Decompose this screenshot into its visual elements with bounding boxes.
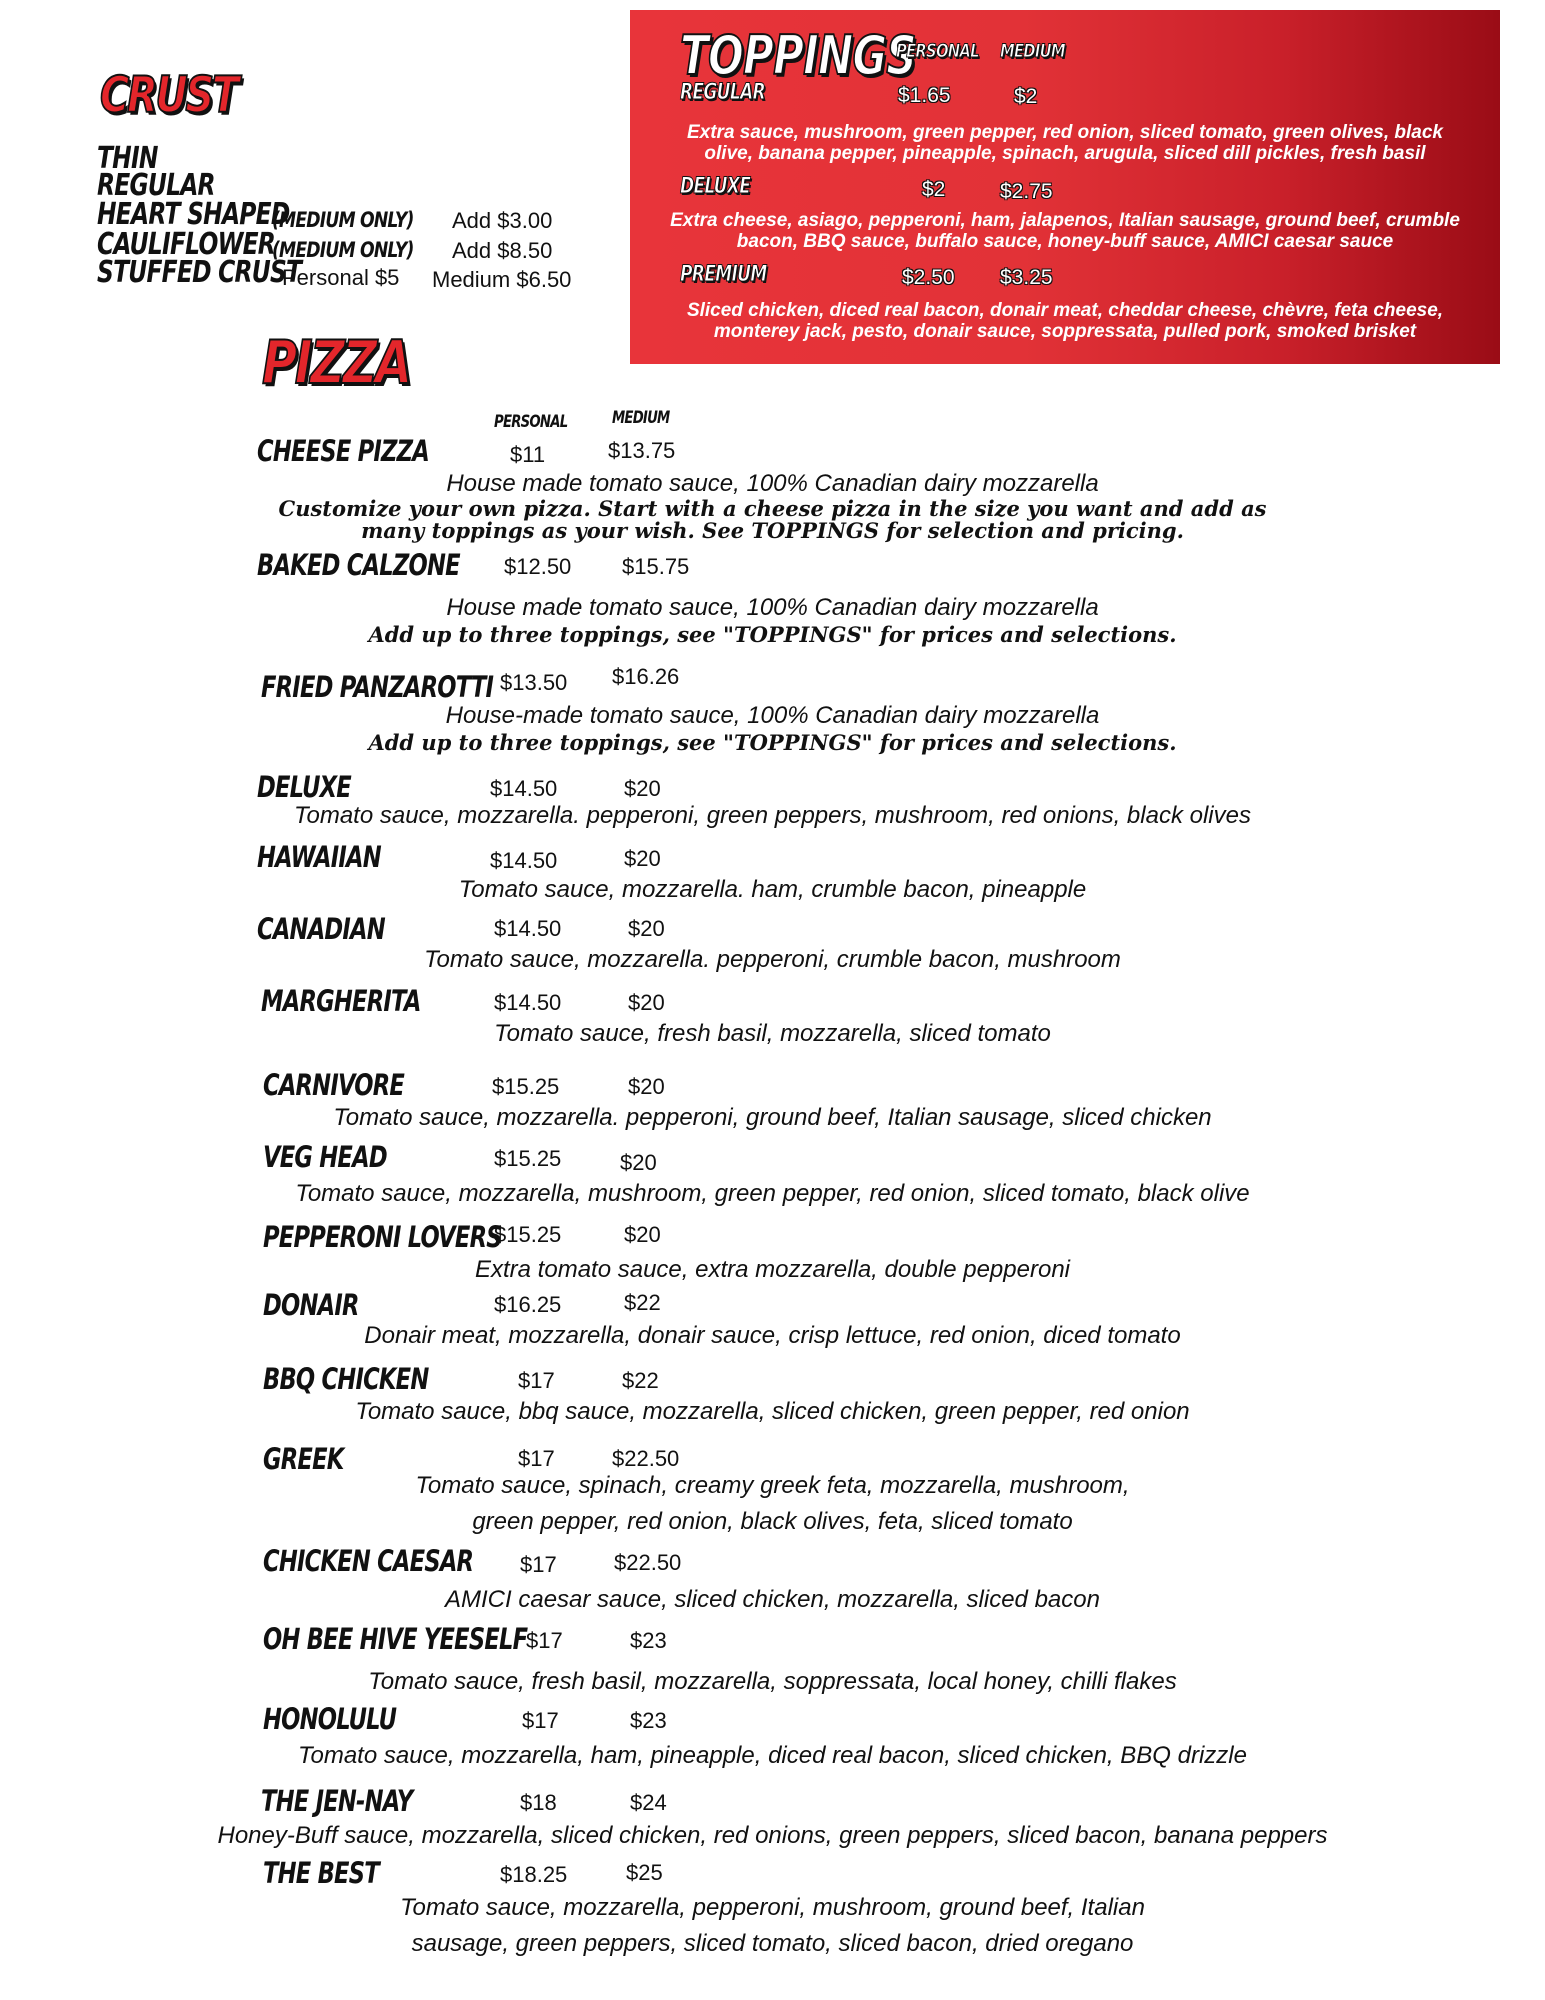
- pizza-price-medium: $22: [624, 1290, 661, 1315]
- crust-item-cauliflower: CAULIFLOWER: [97, 227, 276, 262]
- pizza-description: AMICI caesar sauce, sliced chicken, mozzarella, sliced bacon: [445, 1586, 1100, 1613]
- pizza-description: House made tomato sauce, 100% Canadian dairy mozzarella: [446, 470, 1099, 497]
- pizza-description: Honey-Buff sauce, mozzarella, sliced chicken, red onions, green peppers, sliced bacon, banana peppers: [217, 1822, 1328, 1849]
- crust-heading: CRUST: [100, 66, 237, 124]
- pizza-description: green pepper, red onion, black olives, feta, sliced tomato: [472, 1508, 1073, 1535]
- pizza-col-personal: PERSONAL: [494, 412, 568, 432]
- pizza-name: VEG HEAD: [263, 1140, 387, 1174]
- pizza-description: Tomato sauce, mozzarella, mushroom, green pepper, red onion, sliced tomato, black olive: [295, 1180, 1250, 1207]
- pizza-description: Tomato sauce, bbq sauce, mozzarella, sliced chicken, green pepper, red onion: [355, 1398, 1190, 1425]
- pizza-note: Add up to three toppings, see "TOPPINGS" for prices and selections.: [368, 622, 1177, 647]
- toppings-col-personal: PERSONAL: [896, 40, 979, 62]
- pizza-note: many toppings as your wish. See TOPPINGS for selection and pricing.: [361, 518, 1184, 543]
- pizza-price-medium: $23: [630, 1628, 667, 1653]
- pizza-name: DELUXE: [257, 770, 351, 804]
- pizza-price-medium: $20: [624, 776, 661, 801]
- pizza-price-medium: $20: [624, 1222, 661, 1247]
- toppings-regular-medium: $2: [1014, 85, 1038, 108]
- toppings-regular-desc: olive, banana pepper, pineapple, spinach, arugula, sliced dill pickles, fresh basil: [704, 143, 1426, 164]
- crust-item-heart-shaped: HEART SHAPED: [97, 197, 290, 232]
- toppings-deluxe-desc: Extra cheese, asiago, pepperoni, ham, jalapenos, Italian sausage, ground beef, crumble: [670, 210, 1460, 231]
- pizza-description: House made tomato sauce, 100% Canadian dairy mozzarella: [446, 594, 1099, 621]
- pizza-description: Tomato sauce, mozzarella, pepperoni, mushroom, ground beef, Italian: [400, 1894, 1145, 1921]
- toppings-heading: TOPPINGS: [680, 24, 916, 87]
- pizza-price-personal: $14.50: [490, 776, 558, 801]
- toppings-col-medium: MEDIUM: [1000, 40, 1065, 62]
- pizza-price-medium: $20: [628, 990, 665, 1015]
- pizza-price-medium: $13.75: [608, 438, 676, 463]
- pizza-description: Extra tomato sauce, extra mozzarella, double pepperoni: [475, 1256, 1070, 1283]
- pizza-description: House-made tomato sauce, 100% Canadian dairy mozzarella: [445, 702, 1100, 729]
- pizza-name: CHICKEN CAESAR: [263, 1544, 474, 1578]
- toppings-premium-desc: monterey jack, pesto, donair sauce, soppressata, pulled pork, smoked brisket: [713, 321, 1417, 342]
- pizza-description: Tomato sauce, mozzarella. pepperoni, crumble bacon, mushroom: [424, 946, 1121, 973]
- crust-note-medium-only: (MEDIUM ONLY): [272, 238, 414, 262]
- crust-item-thin: THIN: [97, 141, 158, 176]
- pizza-price-personal: $17: [518, 1368, 555, 1393]
- pizza-name: MARGHERITA: [261, 984, 421, 1018]
- pizza-name: OH BEE HIVE YEESELF: [263, 1622, 528, 1656]
- toppings-tier-premium: PREMIUM: [680, 262, 767, 287]
- pizza-price-medium: $20: [628, 1074, 665, 1099]
- pizza-name: CARNIVORE: [263, 1068, 405, 1102]
- pizza-description: Donair meat, mozzarella, donair sauce, crisp lettuce, red onion, diced tomato: [364, 1322, 1181, 1349]
- pizza-price-medium: $20: [620, 1150, 657, 1175]
- pizza-price-medium: $20: [624, 846, 661, 871]
- toppings-regular-personal: $1.65: [898, 84, 951, 107]
- pizza-name: BBQ CHICKEN: [263, 1362, 429, 1396]
- pizza-name: GREEK: [263, 1442, 344, 1476]
- pizza-name: CANADIAN: [257, 912, 385, 946]
- toppings-tier-regular: REGULAR: [680, 80, 765, 105]
- pizza-price-medium: $22.50: [612, 1446, 680, 1471]
- pizza-name: DONAIR: [263, 1288, 359, 1322]
- pizza-price-medium: $20: [628, 916, 665, 941]
- pizza-price-medium: $16.26: [612, 664, 680, 689]
- pizza-price-personal: $13.50: [500, 670, 568, 695]
- pizza-name: HAWAIIAN: [257, 840, 381, 874]
- pizza-description: Tomato sauce, fresh basil, mozzarella, sliced tomato: [494, 1020, 1051, 1047]
- crust-item-stuffed-crust: STUFFED CRUST: [97, 255, 302, 290]
- pizza-description: Tomato sauce, mozzarella. pepperoni, ground beef, Italian sausage, sliced chicken: [333, 1104, 1212, 1131]
- toppings-regular-desc: Extra sauce, mushroom, green pepper, red onion, sliced tomato, green olives, black: [686, 122, 1443, 143]
- toppings-tier-deluxe: DELUXE: [680, 174, 751, 199]
- pizza-description: Tomato sauce, mozzarella, ham, pineapple, diced real bacon, sliced chicken, BBQ drizzle: [298, 1742, 1247, 1769]
- toppings-panel: [630, 10, 1500, 364]
- pizza-name: PEPPERONI LOVERS: [263, 1220, 502, 1254]
- pizza-price-personal: $18.25: [500, 1862, 568, 1887]
- pizza-price-medium: $22: [622, 1368, 659, 1393]
- pizza-price-medium: $24: [630, 1790, 667, 1815]
- pizza-price-personal: $18: [520, 1790, 557, 1815]
- pizza-price-personal: $17: [520, 1552, 557, 1577]
- pizza-name: HONOLULU: [263, 1702, 397, 1736]
- pizza-name: THE BEST: [263, 1856, 379, 1890]
- toppings-deluxe-desc: bacon, BBQ sauce, buffalo sauce, honey-buff sauce, AMICI caesar sauce: [736, 231, 1394, 252]
- pizza-name: BAKED CALZONE: [257, 548, 460, 582]
- pizza-price-personal: $17: [518, 1446, 555, 1471]
- pizza-description: Tomato sauce, fresh basil, mozzarella, soppressata, local honey, chilli flakes: [368, 1668, 1177, 1695]
- pizza-description: sausage, green peppers, sliced tomato, sliced bacon, dried oregano: [411, 1930, 1134, 1957]
- pizza-price-personal: $11: [510, 442, 546, 467]
- pizza-price-personal: $17: [526, 1628, 563, 1653]
- pizza-description: Tomato sauce, mozzarella. ham, crumble bacon, pineapple: [458, 876, 1087, 903]
- pizza-description: Tomato sauce, mozzarella. pepperoni, green peppers, mushroom, red onions, black olives: [294, 802, 1251, 829]
- toppings-deluxe-medium: $2.75: [1000, 180, 1053, 203]
- pizza-price-personal: $16.25: [494, 1292, 562, 1317]
- pizza-price-personal: $14.50: [490, 848, 558, 873]
- pizza-price-medium: $15.75: [622, 554, 690, 579]
- pizza-name: THE JEN-NAY: [261, 1784, 413, 1818]
- pizza-price-personal: $12.50: [504, 554, 572, 579]
- pizza-price-medium: $25: [626, 1860, 663, 1885]
- pizza-col-medium: MEDIUM: [612, 408, 670, 428]
- toppings-deluxe-personal: $2: [922, 178, 946, 201]
- pizza-price-personal: $15.25: [494, 1222, 562, 1247]
- pizza-heading: PIZZA: [262, 328, 410, 398]
- crust-price-heart-shaped: Add $3.00: [452, 208, 553, 233]
- pizza-name: CHEESE PIZZA: [257, 434, 430, 468]
- crust-price-cauliflower: Add $8.50: [452, 238, 553, 263]
- pizza-price-medium: $23: [630, 1708, 667, 1733]
- toppings-premium-desc: Sliced chicken, diced real bacon, donair meat, cheddar cheese, chèvre, feta cheese,: [686, 300, 1444, 321]
- pizza-name: FRIED PANZAROTTI: [261, 670, 494, 704]
- crust-price-stuffed-personal: Personal $5: [282, 265, 400, 290]
- pizza-price-personal: $14.50: [494, 990, 562, 1015]
- crust-note-medium-only: (MEDIUM ONLY): [272, 208, 414, 232]
- toppings-premium-medium: $3.25: [1000, 266, 1053, 289]
- crust-price-stuffed-medium: Medium $6.50: [432, 267, 572, 292]
- pizza-note: Add up to three toppings, see "TOPPINGS" for prices and selections.: [368, 730, 1177, 755]
- pizza-note: Customize your own pizza. Start with a cheese pizza in the size you want and add as: [278, 496, 1267, 521]
- crust-item-regular: REGULAR: [97, 168, 215, 203]
- pizza-price-personal: $17: [522, 1708, 559, 1733]
- pizza-price-personal: $15.25: [494, 1146, 562, 1171]
- pizza-description: Tomato sauce, spinach, creamy greek feta, mozzarella, mushroom,: [415, 1472, 1130, 1499]
- pizza-price-medium: $22.50: [614, 1550, 682, 1575]
- toppings-premium-personal: $2.50: [902, 266, 955, 289]
- pizza-price-personal: $14.50: [494, 916, 562, 941]
- pizza-price-personal: $15.25: [492, 1074, 560, 1099]
